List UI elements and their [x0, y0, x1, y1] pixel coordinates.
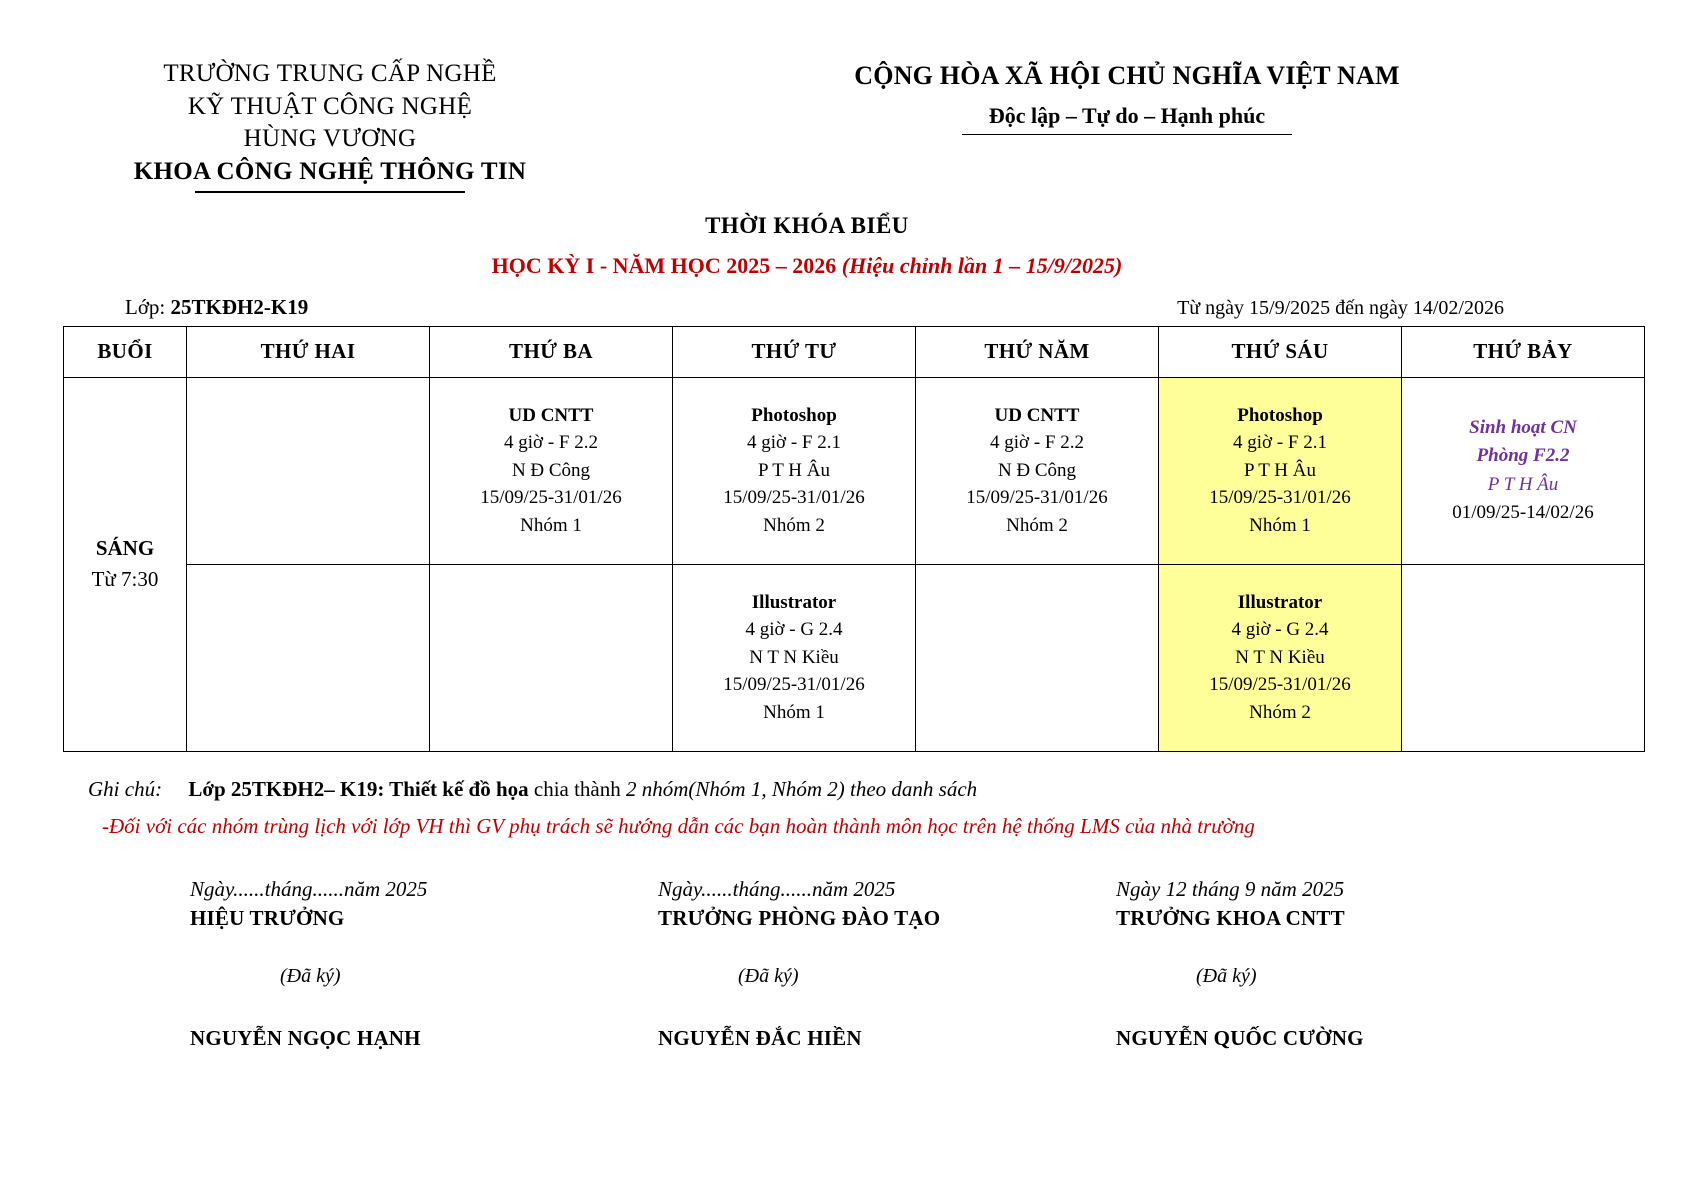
header-buoi: BUỔI [64, 326, 187, 377]
cell-thursday-2 [916, 564, 1159, 751]
subject-name: Illustrator [1237, 591, 1323, 613]
signature-training-head [638, 877, 1106, 1051]
cell-saturday-2 [1402, 564, 1645, 751]
signature-signed: (Đã ký) [738, 964, 799, 987]
header-thursday: THỨ NĂM [916, 326, 1159, 377]
meta-row [0, 295, 1684, 320]
subject-teacher: N Đ Công [511, 459, 591, 481]
department-text: KHOA CÔNG NGHỆ THÔNG TIN [133, 157, 527, 185]
title-block [0, 213, 1684, 279]
subject-room: 4 giờ - F 2.1 [747, 432, 841, 454]
session-name: SÁNG [95, 535, 155, 560]
subject-group: Nhóm 1 [520, 514, 582, 536]
signature-name: NGUYỄN ĐẮC HIỀN [658, 1025, 862, 1050]
note-class-strong: Lớp 25TKĐH2– K19: Thiết kế đồ họa [188, 776, 529, 801]
signature-principal [150, 877, 638, 1051]
school-line-3: HÙNG VƯƠNG [243, 125, 417, 152]
subject-group: Nhóm 2 [1006, 514, 1068, 536]
note-line-2: -Đối với các nhóm trùng lịch với lớp VH thì GV phụ trách sẽ hướng dẫn các bạn hoàn thành môn học trên hệ thống LMS của nhà trường [102, 814, 1255, 839]
document-header [0, 0, 1684, 193]
table-row [64, 564, 1645, 751]
nation-block [660, 58, 1684, 193]
school-line-2: KỸ THUẬT CÔNG NGHỆ [187, 92, 473, 120]
note-mid-text: chia thành [528, 776, 627, 801]
table-row [64, 377, 1645, 564]
signature-role: TRƯỞNG KHOA CNTT [1116, 905, 1345, 930]
subject-teacher: N T N Kiều [749, 646, 839, 668]
session-time: Từ 7:30 [91, 567, 159, 592]
signature-name: NGUYỄN QUỐC CƯỜNG [1116, 1025, 1364, 1050]
school-line-1: TRƯỜNG TRUNG CẤP NGHỀ [163, 60, 497, 87]
subject-room: 4 giờ - F 2.2 [504, 432, 598, 454]
subject-name: UD CNTT [508, 404, 594, 426]
cell-friday-1 [1159, 377, 1402, 564]
cell-monday-2 [187, 564, 430, 751]
motto-underline [962, 134, 1292, 136]
signature-block [0, 877, 1684, 1051]
subject-room: 4 giờ - F 2.2 [990, 432, 1084, 454]
subject-period: 15/09/25-31/01/26 [723, 487, 865, 509]
nation-title: CỘNG HÒA XÃ HỘI CHỦ NGHĨA VIỆT NAM [854, 61, 1400, 90]
subject-name: UD CNTT [994, 404, 1080, 426]
subject-teacher: P T H Âu [758, 459, 830, 481]
activity-period: 01/09/25-14/02/26 [1452, 502, 1594, 524]
school-block [0, 58, 660, 193]
class-info [125, 295, 308, 320]
signature-role: HIỆU TRƯỞNG [190, 905, 345, 930]
page-title: THỜI KHÓA BIỂU [705, 212, 909, 238]
subject-name: Photoshop [1237, 404, 1323, 426]
cell-monday-1 [187, 377, 430, 564]
subject-name: Photoshop [751, 404, 837, 426]
signature-date: Ngày 12 tháng 9 năm 2025 [1116, 876, 1345, 901]
cell-friday-2 [1159, 564, 1402, 751]
subject-group: Nhóm 1 [763, 701, 825, 723]
note-line-1 [88, 774, 1644, 806]
signature-name: NGUYỄN NGỌC HẠNH [190, 1025, 421, 1050]
session-cell [64, 377, 187, 751]
activity-room: Phòng F2.2 [1476, 445, 1570, 467]
subject-teacher: N T N Kiều [1235, 646, 1325, 668]
subject-name: Illustrator [751, 591, 837, 613]
subject-group: Nhóm 2 [763, 514, 825, 536]
header-monday: THỨ HAI [187, 326, 430, 377]
cell-tuesday-2 [430, 564, 673, 751]
note-groups-italic: 2 nhóm(Nhóm 1, Nhóm 2) theo danh sách [626, 776, 978, 801]
subject-group: Nhóm 2 [1249, 701, 1311, 723]
subject-period: 15/09/25-31/01/26 [480, 487, 622, 509]
cell-tuesday-1 [430, 377, 673, 564]
header-friday: THỨ SÁU [1159, 326, 1402, 377]
semester-line [0, 253, 1684, 279]
subject-room: 4 giờ - G 2.4 [745, 619, 843, 641]
subject-group: Nhóm 1 [1249, 514, 1311, 536]
signature-signed: (Đã ký) [1196, 964, 1257, 987]
header-tuesday: THỨ BA [430, 326, 673, 377]
nation-motto-text: Độc lập – Tự do – Hạnh phúc [988, 103, 1266, 129]
signature-faculty-head [1106, 877, 1564, 1051]
class-value: 25TKĐH2-K19 [170, 294, 309, 319]
cell-wednesday-2 [673, 564, 916, 751]
signature-role: TRƯỞNG PHÒNG ĐÀO TẠO [658, 905, 941, 930]
cell-wednesday-1 [673, 377, 916, 564]
subject-period: 15/09/25-31/01/26 [1209, 674, 1351, 696]
header-row [64, 326, 1645, 377]
signature-date: Ngày......tháng......năm 2025 [658, 876, 896, 901]
cell-saturday-1 [1402, 377, 1645, 564]
subject-period: 15/09/25-31/01/26 [723, 674, 865, 696]
timetable [63, 326, 1645, 752]
subject-period: 15/09/25-31/01/26 [1209, 487, 1351, 509]
date-range: Từ ngày 15/9/2025 đến ngày 14/02/2026 [1177, 296, 1504, 319]
class-label: Lớp: [125, 294, 171, 319]
department-underline [195, 191, 465, 193]
department-name [134, 156, 526, 193]
semester-text: HỌC KỲ I - NĂM HỌC 2025 – 2026 [491, 252, 842, 278]
activity-teacher: P T H Âu [1487, 473, 1559, 495]
activity-name: Sinh hoạt CN [1469, 416, 1577, 438]
subject-room: 4 giờ - F 2.1 [1233, 432, 1327, 454]
cell-thursday-1 [916, 377, 1159, 564]
subject-teacher: P T H Âu [1244, 459, 1316, 481]
notes-block [0, 774, 1684, 843]
notes-label: Ghi chú: [88, 776, 163, 801]
header-saturday: THỨ BẢY [1402, 326, 1645, 377]
nation-motto [962, 101, 1292, 135]
subject-period: 15/09/25-31/01/26 [966, 487, 1108, 509]
subject-room: 4 giờ - G 2.4 [1231, 619, 1329, 641]
revision-text: (Hiệu chỉnh lần 1 – 15/9/2025) [841, 252, 1123, 278]
signature-date: Ngày......tháng......năm 2025 [190, 876, 428, 901]
header-wednesday: THỨ TƯ [673, 326, 916, 377]
timetable-head [64, 326, 1645, 377]
timetable-body [64, 377, 1645, 751]
subject-teacher: N Đ Công [997, 459, 1077, 481]
signature-signed: (Đã ký) [280, 964, 341, 987]
